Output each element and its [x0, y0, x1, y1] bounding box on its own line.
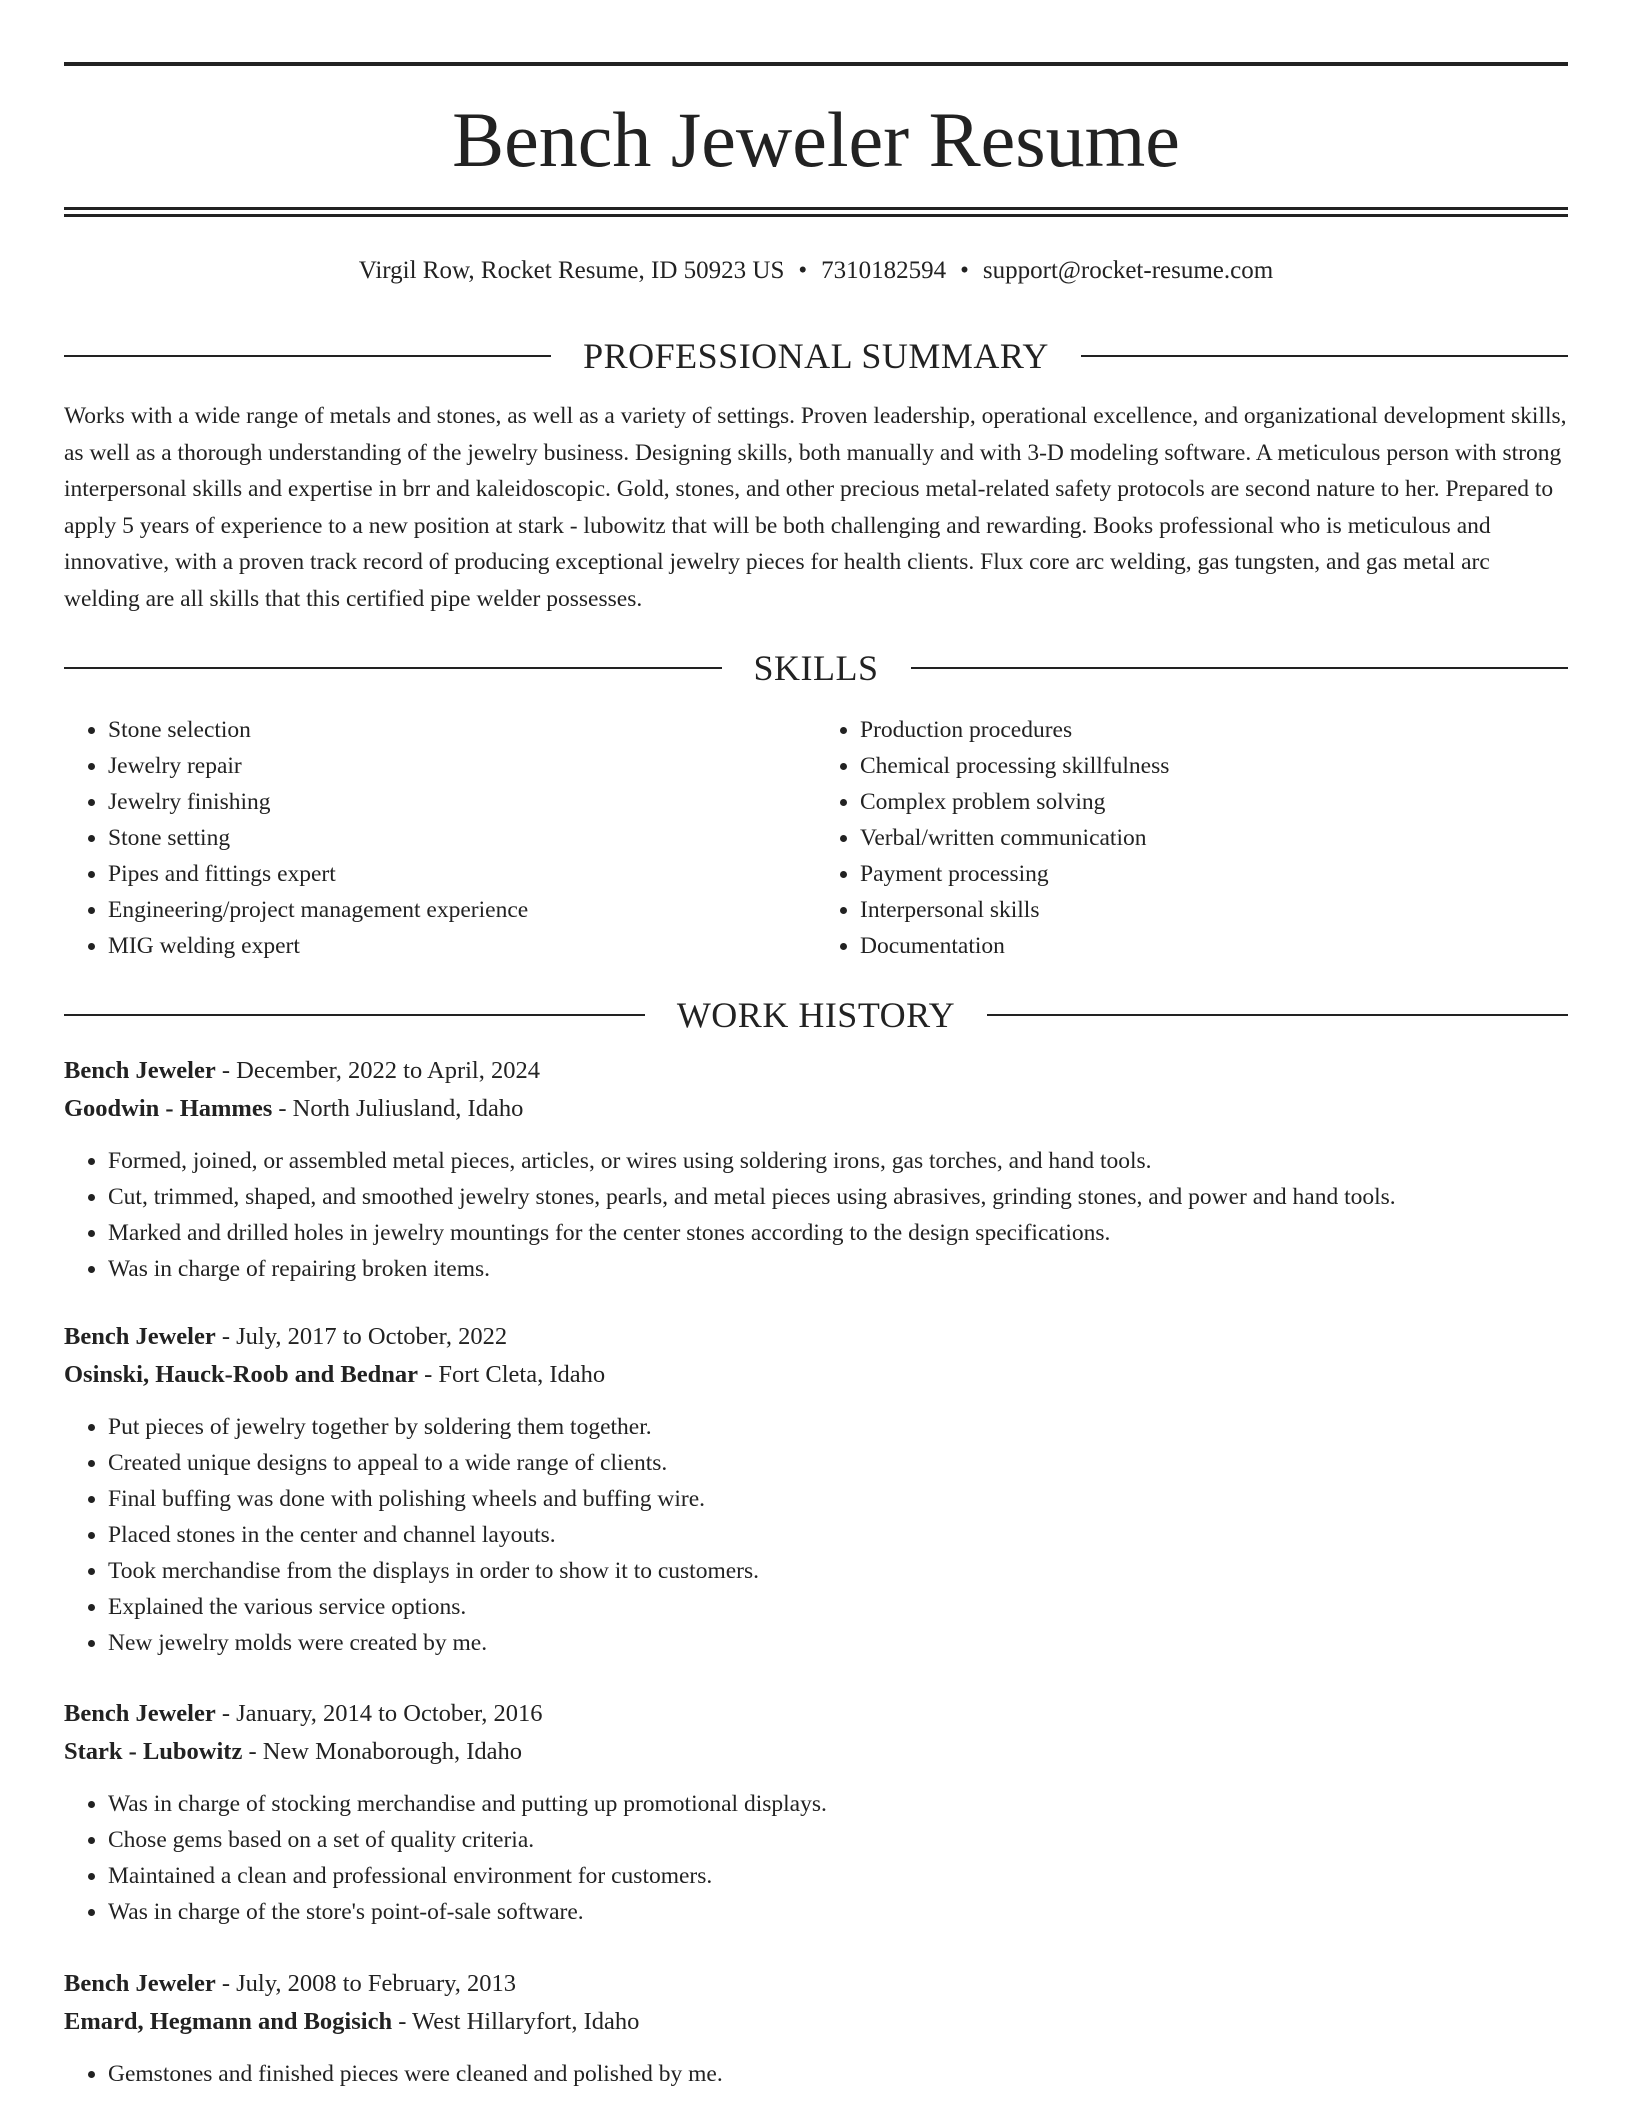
job-dates: - January, 2014 to October, 2016 — [215, 1700, 543, 1727]
skill-item: • Stone selection — [108, 712, 816, 748]
summary-heading: PROFESSIONAL SUMMARY — [583, 336, 1049, 376]
skills-list-left — [64, 712, 816, 964]
section-rule-left — [64, 355, 551, 357]
job-title: Bench Jeweler — [64, 1057, 216, 1084]
skill-item: • Production procedures — [860, 712, 1568, 748]
job-location: - North Juliusland, Idaho — [272, 1095, 524, 1122]
job-bullet: • Marked and drilled holes in jewelry mountings for the center stones according to the design specifications. — [108, 1215, 1568, 1251]
job-location: - West Hillaryfort, Idaho — [392, 2008, 640, 2035]
skill-item: • Verbal/written communication — [860, 820, 1568, 856]
job-bullet: • Final buffing was done with polishing wheels and buffing wire. — [108, 1481, 1568, 1517]
job-dates: - July, 2017 to October, 2022 — [215, 1323, 508, 1350]
job-entry — [64, 1965, 1568, 2092]
top-rule — [64, 62, 1568, 66]
skill-item: • MIG welding expert — [108, 928, 816, 964]
skill-item: • Engineering/project management experience — [108, 892, 816, 928]
skill-item: • Jewelry repair — [108, 748, 816, 784]
skill-item: • Chemical processing skillfulness — [860, 748, 1568, 784]
job-bullet: • Explained the various service options. — [108, 1589, 1568, 1625]
job-entry — [64, 1318, 1568, 1661]
job-company-line — [64, 1090, 1568, 1128]
job-bullet: • Was in charge of repairing broken items. — [108, 1251, 1568, 1287]
contact-address: Virgil Row, Rocket Resume, ID 50923 US — [358, 257, 785, 284]
work-history-section-header — [64, 993, 1568, 1037]
job-title-line — [64, 1965, 1568, 2003]
skill-item: • Stone setting — [108, 820, 816, 856]
work-history-heading: WORK HISTORY — [676, 995, 956, 1035]
job-bullets — [64, 1409, 1568, 1661]
skills-heading: SKILLS — [753, 648, 879, 688]
job-bullet: • New jewelry molds were created by me. — [108, 1625, 1568, 1661]
job-title-line — [64, 1052, 1568, 1090]
job-company: Goodwin - Hammes — [64, 1095, 273, 1122]
section-rule-right — [987, 1014, 1568, 1016]
skill-item: • Payment processing — [860, 856, 1568, 892]
job-dates: - July, 2008 to February, 2013 — [215, 1970, 517, 1997]
job-location: - New Monaborough, Idaho — [242, 1738, 522, 1765]
job-dates: - December, 2022 to April, 2024 — [215, 1057, 540, 1084]
contact-email[interactable]: support@rocket-resume.com — [982, 257, 1274, 284]
contact-separator: • — [960, 257, 969, 284]
job-bullet: • Put pieces of jewelry together by soldering them together. — [108, 1409, 1568, 1445]
section-rule-right — [1081, 355, 1568, 357]
job-bullet: • Created unique designs to appeal to a wide range of clients. — [108, 1445, 1568, 1481]
job-bullets — [64, 1786, 1568, 1930]
job-company-line — [64, 2003, 1568, 2041]
job-bullet: • Placed stones in the center and channel layouts. — [108, 1517, 1568, 1553]
job-bullet: • Cut, trimmed, shaped, and smoothed jewelry stones, pearls, and metal pieces using abrasives, grinding stones, and power and hand tools. — [108, 1179, 1568, 1215]
job-title: Bench Jeweler — [64, 1323, 216, 1350]
job-bullet: • Chose gems based on a set of quality criteria. — [108, 1822, 1568, 1858]
job-title: Bench Jeweler — [64, 1970, 216, 1997]
job-bullet: • Was in charge of stocking merchandise and putting up promotional displays. — [108, 1786, 1568, 1822]
section-rule-left — [64, 667, 722, 669]
skill-item: • Interpersonal skills — [860, 892, 1568, 928]
skill-item: • Complex problem solving — [860, 784, 1568, 820]
job-title: Bench Jeweler — [64, 1700, 216, 1727]
skill-item: • Jewelry finishing — [108, 784, 816, 820]
job-title-line — [64, 1695, 1568, 1733]
skills-list-right — [816, 712, 1568, 964]
skills-columns — [64, 712, 1568, 964]
contact-line — [64, 254, 1568, 288]
resume-title: Bench Jeweler Resume — [452, 96, 1180, 183]
job-entry — [64, 1052, 1568, 1287]
contact-phone: 7310182594 — [821, 257, 947, 284]
contact-separator: • — [798, 257, 808, 284]
summary-section-header — [64, 334, 1568, 378]
job-title-line — [64, 1318, 1568, 1356]
job-company: Stark - Lubowitz — [64, 1738, 243, 1765]
job-bullets — [64, 2056, 1568, 2092]
skill-item: • Pipes and fittings expert — [108, 856, 816, 892]
skills-section-header — [64, 646, 1568, 690]
title-double-rule — [64, 207, 1568, 217]
job-bullets — [64, 1143, 1568, 1287]
job-bullet: • Took merchandise from the displays in order to show it to customers. — [108, 1553, 1568, 1589]
skill-item: • Documentation — [860, 928, 1568, 964]
job-company-line — [64, 1356, 1568, 1394]
section-rule-left — [64, 1014, 645, 1016]
job-company: Emard, Hegmann and Bogisich — [64, 2008, 393, 2035]
job-bullet: • Formed, joined, or assembled metal pieces, articles, or wires using soldering irons, gas torches, and hand tools. — [108, 1143, 1568, 1179]
job-bullet: • Was in charge of the store's point-of-sale software. — [108, 1894, 1568, 1930]
job-bullet: • Gemstones and finished pieces were cleaned and polished by me. — [108, 2056, 1568, 2092]
job-company-line — [64, 1733, 1568, 1771]
job-company: Osinski, Hauck-Roob and Bednar — [64, 1361, 418, 1388]
job-entry — [64, 1695, 1568, 1930]
job-bullet: • Maintained a clean and professional environment for customers. — [108, 1858, 1568, 1894]
section-rule-right — [911, 667, 1569, 669]
summary-text: Works with a wide range of metals and stones, as well as a variety of settings. Proven leadership, operational excellence, and organizational development skills, as well as a thorough understanding of the jewelry business. Designing skills, both manually and with 3-D modeling software. A meticulous person with strong interpersonal skills and expertise in brr and kaleidoscopic. Gold, stones, and other precious metal-related safety protocols are second nature to her. Prepared to apply 5 years of experience to a new position at stark - lubowitz that will be both challenging and rewarding. Books professional who is meticulous and innovative, with a proven track record of producing exceptional jewelry pieces for health clients. Flux core arc welding, gas tungsten, and gas metal arc welding are all skills that this certified pipe welder possesses. — [64, 403, 1567, 612]
job-location: - Fort Cleta, Idaho — [418, 1361, 606, 1388]
